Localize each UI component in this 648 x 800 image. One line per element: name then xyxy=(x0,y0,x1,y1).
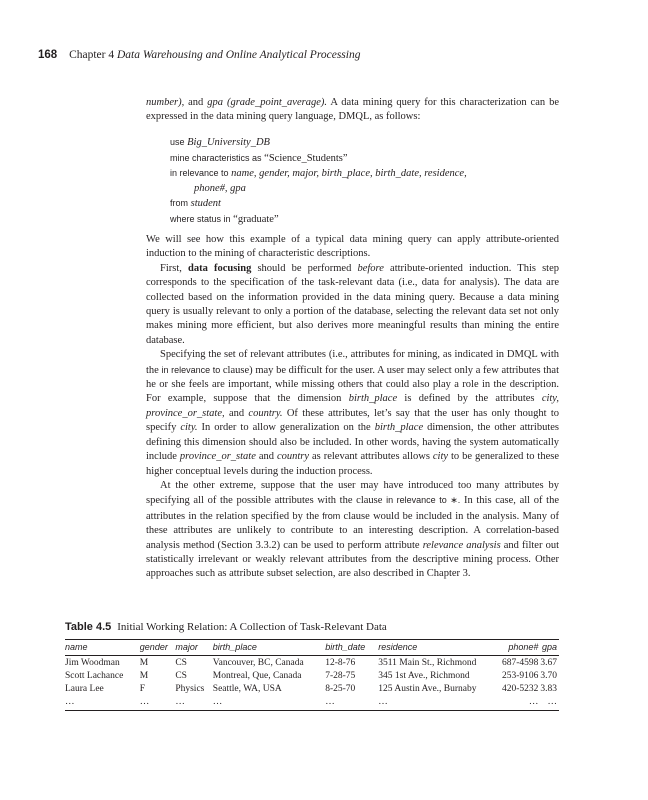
table-cell: … xyxy=(540,695,559,711)
table-cell: … xyxy=(378,695,491,711)
dmql-query-block xyxy=(170,135,550,228)
chapter-title: Data Warehousing and Online Analytical Processing xyxy=(116,49,361,61)
table-cell: M xyxy=(139,671,149,681)
table-cell: 3.67 xyxy=(540,658,557,668)
column-header: phone# xyxy=(491,640,540,656)
table-cell: F xyxy=(139,684,146,694)
column-header: residence xyxy=(378,640,491,656)
table-label: Table 4.5 xyxy=(65,621,112,633)
running-header xyxy=(38,49,360,61)
table-row xyxy=(65,695,559,711)
table-cell: 3.70 xyxy=(540,671,557,681)
query-line-use: use Big_University_DB xyxy=(170,137,270,148)
table-cell: Scott Lachance xyxy=(65,671,124,681)
table-cell: Seattle, WA, USA xyxy=(212,684,282,694)
table-row xyxy=(65,669,559,682)
table-cell: Jim Woodman xyxy=(65,658,120,668)
main-text xyxy=(146,233,559,582)
column-header: gender xyxy=(140,640,176,656)
table-cell: … xyxy=(65,695,140,711)
table-header-row xyxy=(65,640,559,656)
table-cell: … xyxy=(175,695,212,711)
table-cell: 345 1st Ave., Richmond xyxy=(378,671,470,681)
table-caption-text: Initial Working Relation: A Collection of Task-Relevant Data xyxy=(117,621,387,633)
table-row xyxy=(65,682,559,695)
table-cell: Vancouver, BC, Canada xyxy=(212,658,304,668)
table-cell: 687-4598 xyxy=(501,658,539,668)
table-cell: Montreal, Que, Canada xyxy=(212,671,302,681)
table-cell: 3511 Main St., Richmond xyxy=(378,658,477,668)
column-header: name xyxy=(65,640,140,656)
intro-paragraph: number), and gpa (grade_point_average). A data mining query for this characterization can be expressed in the data mining query language, DMQL, as follows: xyxy=(146,97,559,123)
table-cell: … xyxy=(213,695,325,711)
table-cell: CS xyxy=(175,671,187,681)
column-header: birth_place xyxy=(213,640,325,656)
table-cell: CS xyxy=(175,658,187,668)
query-line-mine: mine characteristics as “Science_Students” xyxy=(170,152,348,164)
paragraph-data-focusing: First, data focusing should be performed before attribute-oriented induction. This step corresponds to the specification of the task-relevant data (i.e., data for analysis). The data are collected based on the information provided in the data mining query. Because a data mining query is usually relevant to only a portion of the database, selecting the relevant data set not only makes mining more efficient, but also derives more meaningful results than mining the entire database. xyxy=(146,262,559,346)
paragraph-too-many-attributes: At the other extreme, suppose that the user may have introduced too many attributes by specifying all of the possible attributes with the clause in relevance to ∗. In this case, all of the attributes in the relation specified by the from clause would be included in the analysis. Many of these attributes are unlikely to contribute to an interesting description. A correlation-based analysis method (Section 3.3.2) can be used to perform attribute relevance analysis and filter out statistically irrelevant or weakly relevant attributes from the descriptive mining process. Other approaches such as attribute subset selection, are also described in Chapter 3. xyxy=(146,479,560,580)
table-cell: … xyxy=(491,695,540,711)
table-cell: 12-8-76 xyxy=(325,658,356,668)
table-cell: Physics xyxy=(175,684,205,694)
table-cell: 7-28-75 xyxy=(325,671,356,681)
paragraph-example: We will see how this example of a typical data mining query can apply attribute-oriented induction to the mining of characteristic descriptions. xyxy=(146,234,559,260)
table-cell: M xyxy=(139,658,149,668)
chapter-label: Chapter 4 xyxy=(69,49,115,61)
table-cell: 420-5232 xyxy=(501,684,539,694)
column-header: gpa xyxy=(540,640,559,656)
table-row xyxy=(65,656,559,670)
column-header: major xyxy=(175,640,212,656)
query-line-from: from student xyxy=(170,198,221,210)
query-line-relevance: in relevance to name, gender, major, birth_place, birth_date, residence, xyxy=(170,168,467,180)
table-cell: 253-9106 xyxy=(501,671,539,681)
table-caption xyxy=(65,621,387,633)
table-cell: 3.83 xyxy=(540,684,557,694)
query-line-relevance-cont: phone#, gpa xyxy=(194,182,246,194)
table-cell: Laura Lee xyxy=(65,684,104,694)
column-header: birth_date xyxy=(325,640,378,656)
page-number: 168 xyxy=(38,49,58,61)
table-cell: 8-25-70 xyxy=(325,684,356,694)
table-cell: 125 Austin Ave., Burnaby xyxy=(378,684,477,694)
initial-working-relation-table xyxy=(65,639,559,711)
table-cell: … xyxy=(140,695,176,711)
paragraph-relevant-attributes: Specifying the set of relevant attributes (i.e., attributes for mining, as indicated in DMQL with the in relevance to clause) may be difficult for the user. A user may select only a few attributes that he or she feels are important, while missing others that could also play a role in the description. For example, suppose that the dimension birth_place is defined by the attributes city, province_or_state, and country. Of these attributes, let’s say that the user has only thought to specify city. In order to allow generalization on the birth_place dimension, the other attributes defining this dimension should also be included. In other words, having the system automatically include province_or_state and country as relevant attributes allows city to be generalized to these higher conceptual levels during the induction process. xyxy=(146,349,560,477)
query-line-where: where status in “graduate” xyxy=(170,213,279,225)
table-cell: … xyxy=(325,695,378,711)
